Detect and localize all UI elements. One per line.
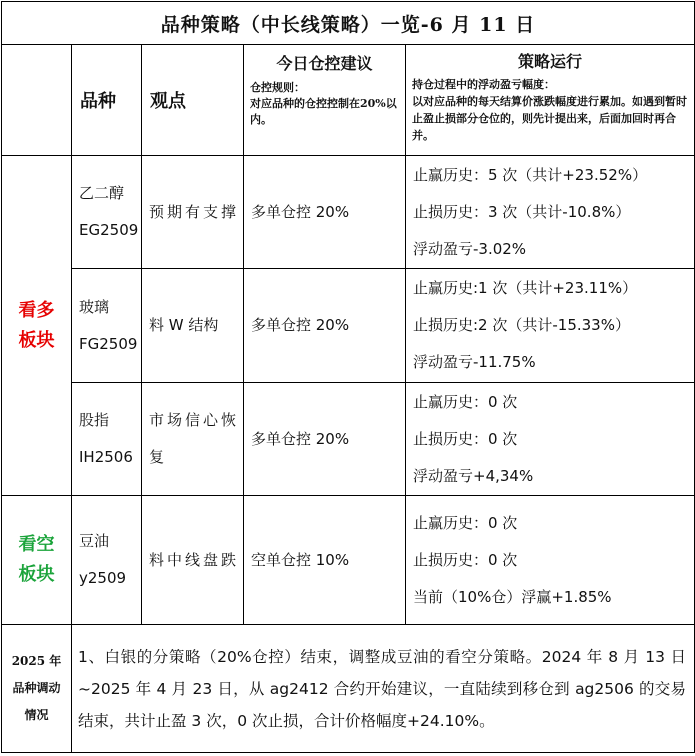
view-header: 观点 — [142, 45, 244, 156]
floating-pnl: 浮动盈亏-3.02% — [413, 239, 527, 258]
table-row — [2, 496, 695, 625]
run-cell — [406, 269, 695, 383]
strategy-document — [1, 1, 694, 754]
floating-pnl: 浮动盈亏+4,34% — [413, 466, 534, 485]
position-cell: 空单仓控 10% — [244, 496, 406, 625]
loss-history: 止损历史：3 次（共计-10.8%） — [413, 202, 631, 221]
run-note-line1: 持仓过程中的浮动盈亏幅度： — [412, 78, 555, 91]
run-header-title: 策略运行 — [518, 52, 583, 71]
title-row — [2, 2, 695, 45]
view-cell: 预期有支撑 — [142, 156, 244, 269]
variety-cell — [72, 269, 142, 383]
loss-history: 止损历史：0 次 — [413, 429, 518, 448]
position-header — [244, 45, 406, 156]
profit-history: 止赢历史：5 次（共计+23.52%） — [413, 165, 648, 184]
variety-name: 乙二醇 — [79, 184, 125, 202]
position-cell: 多单仓控 20% — [244, 269, 406, 383]
floating-pnl: 浮动盈亏-11.75% — [413, 353, 536, 371]
run-note-line2: 以对应品种的每天结算价涨跌幅度进行累加。如遇到暂时止盈止损部分仓位的，则先计提出来，后面加回时再合并。 — [412, 95, 687, 142]
run-cell — [406, 383, 695, 496]
position-rule-label: 仓控规则： — [250, 81, 305, 94]
adjustment-text: 1、白银的分策略（20%仓控）结束，调整成豆油的看空分策略。2024 年 8 月 13 日~2025 年 4 月 23 日，从 ag2412 合约开始建议，一直陆续到移仓到 ag2506 的交易结束，共计止盈 3 次，0 次止损，合计价格幅度+24.10%。 — [72, 625, 695, 753]
strategy-table — [1, 1, 695, 753]
variety-cell — [72, 496, 142, 625]
loss-history: 止损历史:2 次（共计-15.33%） — [413, 316, 630, 334]
variety-cell — [72, 383, 142, 496]
current-floating-profit: 当前（10%仓）浮赢+1.85% — [413, 587, 612, 606]
position-rule-text: 对应品种的仓控控制在20%以内。 — [250, 97, 397, 126]
table-row — [2, 269, 695, 383]
adjustment-label — [2, 625, 72, 753]
profit-history: 止赢历史:1 次（共计+23.11%） — [413, 279, 638, 297]
position-cell: 多单仓控 20% — [244, 156, 406, 269]
variety-header: 品种 — [72, 45, 142, 156]
variety-name: 玻璃 — [79, 297, 110, 316]
variety-cell — [72, 156, 142, 269]
long-sector-label — [2, 156, 72, 496]
short-sector-label — [2, 496, 72, 625]
variety-code: y2509 — [79, 569, 127, 587]
short-sector-text: 看空板块 — [18, 534, 55, 585]
variety-name: 豆油 — [79, 532, 110, 550]
run-cell — [406, 496, 695, 625]
adjustment-label-text: 2025 年品种调动情况 — [11, 654, 62, 722]
run-header — [406, 45, 695, 156]
view-cell: 料中线盘跌 — [142, 496, 244, 625]
view-cell: 市场信心恢复 — [142, 383, 244, 496]
sector-header-blank — [2, 45, 72, 156]
variety-code: EG2509 — [79, 221, 139, 239]
table-row — [2, 383, 695, 496]
position-cell: 多单仓控 20% — [244, 383, 406, 496]
loss-history: 止损历史：0 次 — [413, 550, 518, 569]
profit-history: 止赢历史：0 次 — [413, 392, 518, 411]
page-title: 品种策略（中长线策略）一览-6 月 11 日 — [2, 2, 695, 45]
long-sector-text: 看多板块 — [18, 299, 55, 351]
profit-history: 止赢历史：0 次 — [413, 513, 518, 532]
header-row — [2, 45, 695, 156]
run-cell — [406, 156, 695, 269]
variety-code: IH2506 — [79, 448, 133, 466]
variety-code: FG2509 — [79, 334, 138, 353]
position-header-title: 今日仓控建议 — [276, 54, 373, 73]
view-cell: 料 W 结构 — [142, 269, 244, 383]
table-row — [2, 156, 695, 269]
variety-name: 股指 — [79, 411, 110, 429]
adjustment-row — [2, 625, 695, 753]
